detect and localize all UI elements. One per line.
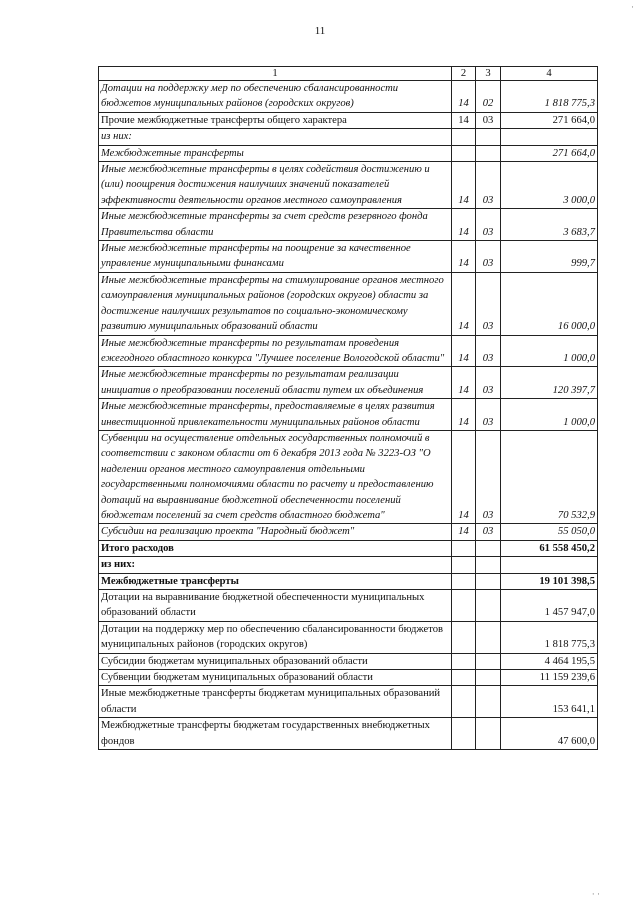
row-code-section: 14 (452, 399, 476, 431)
row-name: Субвенции бюджетам муниципальных образований области (99, 670, 452, 686)
row-name: Субсидии бюджетам муниципальных образований области (99, 653, 452, 669)
row-code-subsection: 03 (476, 272, 501, 335)
row-code-section (452, 718, 476, 750)
row-value: 1 818 775,3 (501, 81, 598, 113)
budget-table (98, 66, 598, 750)
table-row (99, 590, 598, 622)
row-code-subsection: 03 (476, 241, 501, 273)
row-code-subsection (476, 145, 501, 161)
row-name: Иные межбюджетные трансферты по результатам проведения ежегодного областного конкурса "Лучшее поселение Вологодской области" (99, 335, 452, 367)
table-row (99, 718, 598, 750)
table-row (99, 81, 598, 113)
row-name: Дотации на поддержку мер по обеспечению сбалансированности бюджетов муниципальных районов (городских округов) (99, 621, 452, 653)
row-value: 153 641,1 (501, 686, 598, 718)
row-code-section: 14 (452, 367, 476, 399)
row-name: Прочие межбюджетные трансферты общего характера (99, 112, 452, 128)
row-value: 4 464 195,5 (501, 653, 598, 669)
row-code-subsection (476, 686, 501, 718)
row-code-subsection: 03 (476, 430, 501, 523)
row-name: Дотации на поддержку мер по обеспечению сбалансированности бюджетов муниципальных районов (городских округов) (99, 81, 452, 113)
header-col-1: 1 (99, 67, 452, 81)
table-row (99, 430, 598, 523)
row-name: из них: (99, 129, 452, 145)
row-code-subsection: 02 (476, 81, 501, 113)
row-value (501, 557, 598, 573)
row-name: Субсидии на реализацию проекта "Народный бюджет" (99, 524, 452, 540)
row-value: 47 600,0 (501, 718, 598, 750)
row-name: Дотации на выравнивание бюджетной обеспеченности муниципальных образований области (99, 590, 452, 622)
row-value: 19 101 398,5 (501, 573, 598, 589)
row-code-subsection (476, 718, 501, 750)
row-value: 1 457 947,0 (501, 590, 598, 622)
row-code-subsection: 03 (476, 335, 501, 367)
table-row (99, 540, 598, 556)
row-code-subsection: 03 (476, 399, 501, 431)
row-name: Итого расходов (99, 540, 452, 556)
table-row (99, 367, 598, 399)
row-name: Иные межбюджетные трансферты бюджетам муниципальных образований области (99, 686, 452, 718)
row-code-section: 14 (452, 209, 476, 241)
row-code-section (452, 686, 476, 718)
table-row (99, 272, 598, 335)
row-name: Иные межбюджетные трансферты, предоставляемые в целях развития инвестиционной привлекательности муниципальных районов области (99, 399, 452, 431)
row-code-section (452, 621, 476, 653)
row-value: 11 159 239,6 (501, 670, 598, 686)
row-code-subsection: 03 (476, 524, 501, 540)
row-code-section (452, 670, 476, 686)
row-code-subsection (476, 540, 501, 556)
row-code-section (452, 145, 476, 161)
table-row (99, 129, 598, 145)
row-name: Иные межбюджетные трансферты на стимулирование органов местного самоуправления муниципальных районов (городских округов) области за достижение наилучших результатов по социально-экономическому развитию муниципальных образований области (99, 272, 452, 335)
table-row (99, 335, 598, 367)
table-row (99, 241, 598, 273)
row-code-section: 14 (452, 112, 476, 128)
header-col-2: 2 (452, 67, 476, 81)
table-row (99, 557, 598, 573)
table-row (99, 573, 598, 589)
row-code-section: 14 (452, 524, 476, 540)
row-name: Межбюджетные трансферты бюджетам государственных внебюджетных фондов (99, 718, 452, 750)
row-code-subsection (476, 670, 501, 686)
table-row (99, 670, 598, 686)
row-name: Иные межбюджетные трансферты за счет средств резервного фонда Правительства области (99, 209, 452, 241)
row-code-subsection: 03 (476, 162, 501, 209)
row-value: 271 664,0 (501, 145, 598, 161)
row-code-subsection (476, 621, 501, 653)
row-code-section: 14 (452, 272, 476, 335)
row-name: Иные межбюджетные трансферты по результатам реализации инициатив о преобразовании поселений области путем их объединения (99, 367, 452, 399)
row-code-subsection (476, 653, 501, 669)
page-number: 11 (314, 25, 326, 37)
row-value: 61 558 450,2 (501, 540, 598, 556)
row-value: 1 000,0 (501, 335, 598, 367)
scan-mark-bottom: · · (591, 889, 600, 899)
row-name: Субвенции на осуществление отдельных государственных полномочий в соответствии с законом области от 6 декабря 2013 года № 3223-ОЗ "О наделении органов местного самоуправления отдельными государственными полномочиями области по расчету и предоставлению дотаций на выравнивание бюджетной обеспеченности поселений бюджетам поселений за счет средств областного бюджета" (99, 430, 452, 523)
row-value: 1 818 775,3 (501, 621, 598, 653)
row-value: 16 000,0 (501, 272, 598, 335)
row-code-section: 14 (452, 241, 476, 273)
row-value: 271 664,0 (501, 112, 598, 128)
row-value: 120 397,7 (501, 367, 598, 399)
row-name: Межбюджетные трансферты (99, 573, 452, 589)
row-code-section: 14 (452, 430, 476, 523)
table-row (99, 399, 598, 431)
table-row (99, 653, 598, 669)
row-code-section: 14 (452, 335, 476, 367)
row-code-subsection: 03 (476, 367, 501, 399)
row-name: из них: (99, 557, 452, 573)
row-code-subsection: 03 (476, 112, 501, 128)
row-code-subsection (476, 590, 501, 622)
row-code-section (452, 573, 476, 589)
header-col-3: 3 (476, 67, 501, 81)
row-code-section: 14 (452, 162, 476, 209)
row-value: 70 532,9 (501, 430, 598, 523)
row-code-section (452, 590, 476, 622)
row-value: 55 050,0 (501, 524, 598, 540)
row-code-subsection (476, 557, 501, 573)
row-name: Межбюджетные трансферты (99, 145, 452, 161)
row-value: 3 000,0 (501, 162, 598, 209)
row-code-subsection: 03 (476, 209, 501, 241)
header-col-4: 4 (501, 67, 598, 81)
table-row (99, 209, 598, 241)
row-value: 3 683,7 (501, 209, 598, 241)
table-row (99, 162, 598, 209)
row-code-subsection (476, 573, 501, 589)
row-name: Иные межбюджетные трансферты в целях содействия достижению и (или) поощрения достижения наилучших значений показателей эффективности деятельности органов местного самоуправления (99, 162, 452, 209)
row-code-section (452, 557, 476, 573)
row-value (501, 129, 598, 145)
row-code-section (452, 653, 476, 669)
table-header-row (99, 67, 598, 81)
scan-mark-top: · (631, 2, 634, 12)
table-row (99, 524, 598, 540)
table-row (99, 621, 598, 653)
row-value: 1 000,0 (501, 399, 598, 431)
row-name: Иные межбюджетные трансферты на поощрение за качественное управление муниципальными финансами (99, 241, 452, 273)
row-code-subsection (476, 129, 501, 145)
table-row (99, 686, 598, 718)
table-row (99, 112, 598, 128)
row-code-section: 14 (452, 81, 476, 113)
row-value: 999,7 (501, 241, 598, 273)
table-row (99, 145, 598, 161)
row-code-section (452, 129, 476, 145)
row-code-section (452, 540, 476, 556)
